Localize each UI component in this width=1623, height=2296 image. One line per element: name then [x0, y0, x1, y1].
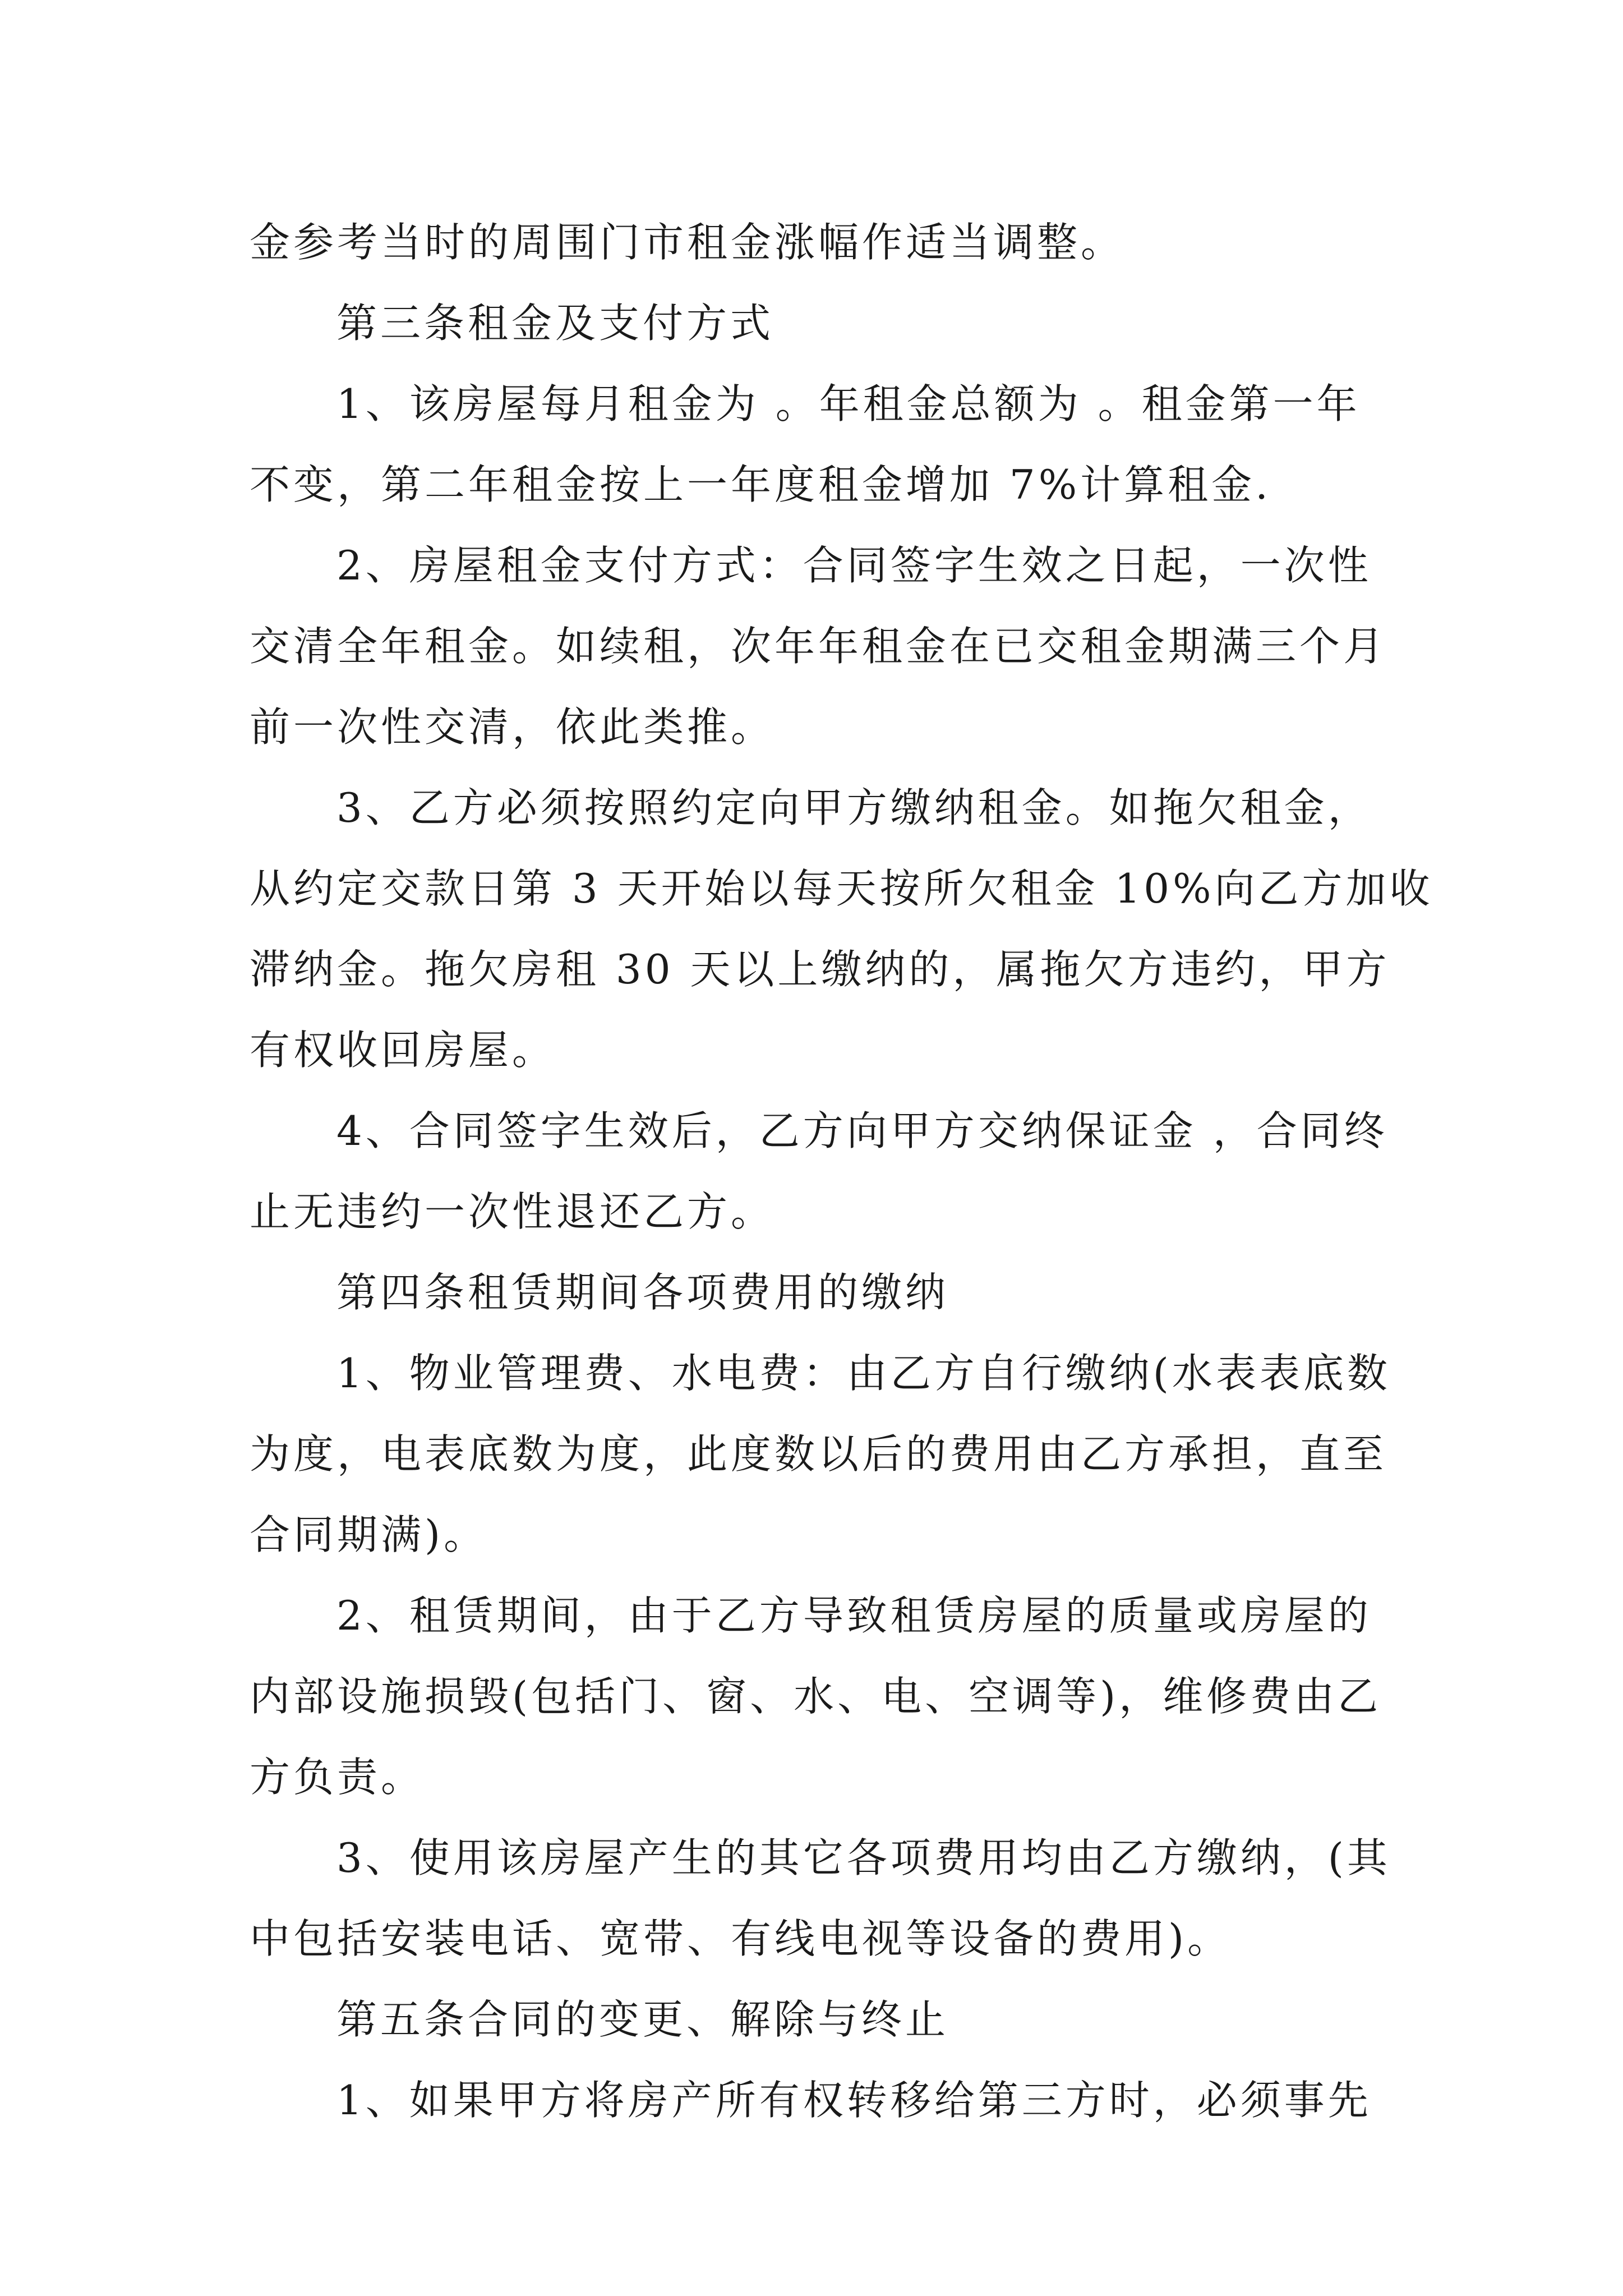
- text-line: 合同期满)。: [250, 1511, 488, 1558]
- text-line: 中包括安装电话、宽带、有线电视等设备的费用)。: [250, 1915, 1232, 1962]
- text-line: 4、合同签字生效后，乙方向甲方交纳保证金 ，合同终: [336, 1107, 1388, 1154]
- text-line: 1、该房屋每月租金为 。年租金总额为 。租金第一年: [336, 380, 1361, 427]
- text-line: 有权收回房屋。: [250, 1027, 556, 1074]
- text-line: 交清全年租金。如续租，次年年租金在已交租金期满三个月: [250, 623, 1387, 670]
- text-line: 内部设施损毁(包括门、窗、水、电、空调等)，维修费由乙: [250, 1673, 1382, 1720]
- section-heading-article-4: 第四条租赁期间各项费用的缴纳: [336, 1269, 949, 1316]
- text-line: 为度，电表底数为度，此度数以后的费用由乙方承担，直至: [250, 1430, 1387, 1478]
- section-heading-article-3: 第三条租金及支付方式: [336, 300, 774, 347]
- text-line: 1、如果甲方将房产所有权转移给第三方时，必须事先: [336, 2077, 1372, 2124]
- text-line: 3、乙方必须按照约定向甲方缴纳租金。如拖欠租金，: [336, 784, 1372, 831]
- text-line: 止无违约一次性退还乙方。: [250, 1188, 775, 1235]
- text-line: 2、租赁期间，由于乙方导致租赁房屋的质量或房屋的: [336, 1592, 1372, 1639]
- text-line: 方负责。: [250, 1754, 425, 1801]
- section-heading-article-5: 第五条合同的变更、解除与终止: [336, 1996, 949, 2043]
- text-line: 前一次性交清，依此类推。: [250, 703, 775, 751]
- text-line: 1、物业管理费、水电费：由乙方自行缴纳(水表表底数: [336, 1350, 1391, 1397]
- text-line: 滞纳金。拖欠房租 30 天以上缴纳的，属拖欠方违约，甲方: [250, 946, 1390, 993]
- contract-text-body: [250, 202, 1433, 2141]
- text-line: 2、房屋租金支付方式：合同签字生效之日起，一次性: [336, 542, 1372, 589]
- text-line: 从约定交款日第 3 天开始以每天按所欠租金 10%向乙方加收: [250, 865, 1433, 912]
- text-line: 不变，第二年租金按上一年度租金增加 7%计算租金.: [250, 461, 1271, 508]
- text-line: 3、使用该房屋产生的其它各项费用均由乙方缴纳，(其: [336, 1834, 1391, 1881]
- text-line: 金参考当时的周围门市租金涨幅作适当调整。: [250, 219, 1125, 266]
